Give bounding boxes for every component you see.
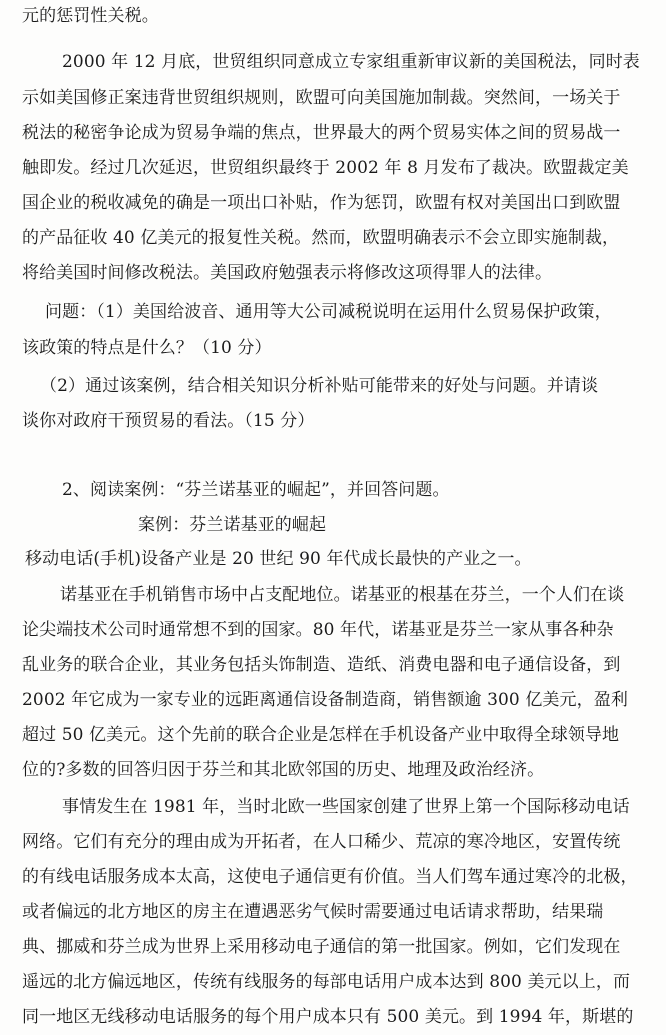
text-line: 典、挪威和芬兰成为世界上采用移动电子通信的第一批国家。例如，它们发现在	[22, 937, 621, 957]
text-line: 将给美国时间修改税法。美国政府勉强表示将修改这项得罪人的法律。	[22, 263, 553, 283]
text-line: 示如美国修正案违背世贸组织规则，欧盟可向美国施加制裁。突然间，一场关于	[22, 88, 621, 108]
text-line: 该政策的特点是什么？（10 分）	[22, 338, 272, 358]
text-line: 超过 50 亿美元。这个先前的联合企业是怎样在手机设备产业中取得全球领导地	[22, 725, 620, 745]
text-line: 的产品征收 40 亿美元的报复性关税。然而，欧盟明确表示不会立即实施制裁，	[22, 228, 620, 248]
text-line: 网络。它们有充分的理由成为开拓者，在人口稀少、荒凉的寒冷地区，安置传统	[22, 832, 621, 852]
text-line: 位的?多数的回答归因于芬兰和其北欧邻国的历史、地理及政治经济。	[22, 760, 545, 780]
question-1: 问题：（1）美国给波音、通用等大公司减税说明在运用什么贸易保护政策，	[45, 302, 612, 322]
text-line: 国企业的税收减免的确是一项出口补贴，作为惩罚，欧盟有权对美国出口到欧盟	[22, 193, 621, 213]
text-line: 事情发生在 1981 年，当时北欧一些国家创建了世界上第一个国际移动电话	[62, 797, 630, 817]
text-line: 元的惩罚性关税。	[22, 6, 159, 26]
text-line: 谈你对政府干预贸易的看法。（15 分）	[22, 411, 315, 431]
text-line: 或者偏远的北方地区的房主在遭遇恶劣气候时需要通过电话请求帮助，结果瑞	[22, 902, 604, 922]
text-line: 触即发。经过几次延迟，世贸组织最终于 2002 年 8 月发布了裁决。欧盟裁定美	[22, 158, 629, 178]
question-2: （2）通过该案例，结合相关知识分析补贴可能带来的好处与问题。并请谈	[40, 376, 599, 396]
text-line: 的有线电话服务成本太高，这使电子通信更有价值。当人们驾车通过寒冷的北极，	[22, 867, 638, 887]
text-line: 诺基亚在手机销售市场中占支配地位。诺基亚的根基在芬兰，一个人们在谈	[60, 585, 625, 605]
text-line: 2002 年它成为一家专业的远距离通信设备制造商，销售额逾 300 亿美元，盈利	[22, 690, 628, 710]
text-line: 移动电话(手机)设备产业是 20 世纪 90 年代成长最快的产业之一。	[25, 549, 532, 569]
text-line: 税法的秘密争论成为贸易争端的焦点，世界最大的两个贸易实体之间的贸易战一	[22, 123, 621, 143]
text-line: 2000 年 12 月底，世贸组织同意成立专家组重新审议新的美国税法，同时表	[62, 52, 640, 72]
text-line: 论尖端技术公司时通常想不到的国家。80 年代，诺基亚是芬兰一家从事各种杂	[22, 620, 614, 640]
case-title: 案例：芬兰诺基亚的崛起	[138, 515, 327, 535]
text-line: 同一地区无线移动电话服务的每个用户成本只有 500 美元。到 1994 年，斯堪的	[22, 1007, 634, 1027]
text-line: 遥远的北方偏远地区，传统有线服务的每部电话用户成本达到 800 美元以上，而	[22, 972, 631, 992]
section-heading: 2、阅读案例：“芬兰诺基亚的崛起”，并回答问题。	[62, 480, 450, 500]
text-line: 乱业务的联合企业，其业务包括头饰制造、造纸、消费电器和电子通信设备，到	[22, 655, 621, 675]
